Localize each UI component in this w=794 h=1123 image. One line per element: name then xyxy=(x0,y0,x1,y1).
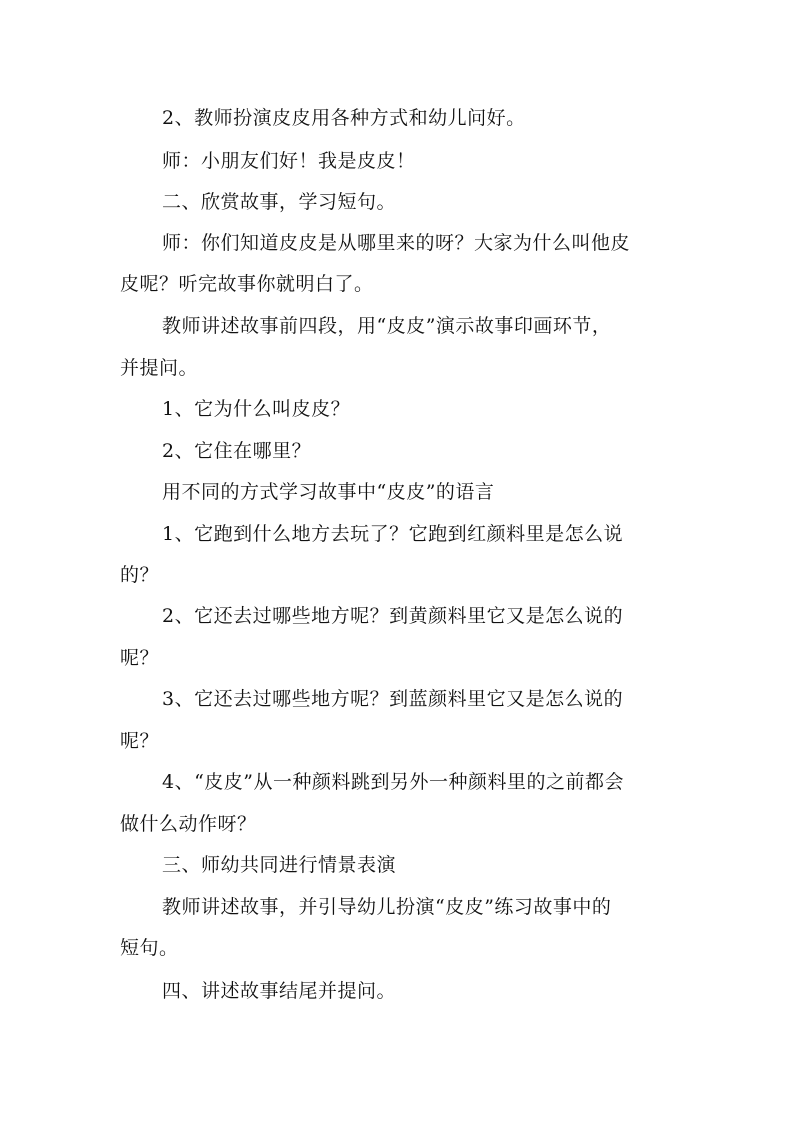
paragraph-line: 四、讲述故事结尾并提问。 xyxy=(162,980,397,1002)
paragraph-line: 三、师幼共同进行情景表演 xyxy=(162,854,397,876)
paragraph-line: 3、它还去过哪些地方呢？到蓝颜料里它又是怎么说的 xyxy=(162,688,624,710)
paragraph-line: 教师讲述故事，并引导幼儿扮演“皮皮”练习故事中的 xyxy=(162,896,612,918)
paragraph-line: 短句。 xyxy=(120,937,179,959)
paragraph-line: 2、它还去过哪些地方呢？到黄颜料里它又是怎么说的 xyxy=(162,605,624,627)
paragraph-line: 二、欣赏故事，学习短句。 xyxy=(162,191,397,213)
paragraph-line: 呢？ xyxy=(120,730,160,752)
paragraph-line: 皮呢？听完故事你就明白了。 xyxy=(120,273,374,295)
paragraph-line: 1、它为什么叫皮皮？ xyxy=(162,398,351,420)
paragraph-line: 呢？ xyxy=(120,647,160,669)
paragraph-line: 2、它住在哪里？ xyxy=(162,440,312,462)
paragraph-line: 教师讲述故事前四段，用“皮皮”演示故事印画环节， xyxy=(162,315,612,337)
paragraph-line: 2、教师扮演皮皮用各种方式和幼儿问好。 xyxy=(162,107,526,129)
paragraph-line: 做什么动作呀？ xyxy=(120,813,257,835)
paragraph-line: 的？ xyxy=(120,564,160,586)
paragraph-line: 用不同的方式学习故事中“皮皮”的语言 xyxy=(162,481,495,503)
paragraph-line: 师：你们知道皮皮是从哪里来的呀？大家为什么叫他皮 xyxy=(162,232,631,254)
paragraph-line: 4、“皮皮”从一种颜料跳到另外一种颜料里的之前都会 xyxy=(162,771,625,793)
paragraph-line: 并提问。 xyxy=(120,357,199,379)
paragraph-line: 1、它跑到什么地方去玩了？它跑到红颜料里是怎么说 xyxy=(162,523,624,545)
paragraph-line: 师：小朋友们好！我是皮皮！ xyxy=(162,150,416,172)
